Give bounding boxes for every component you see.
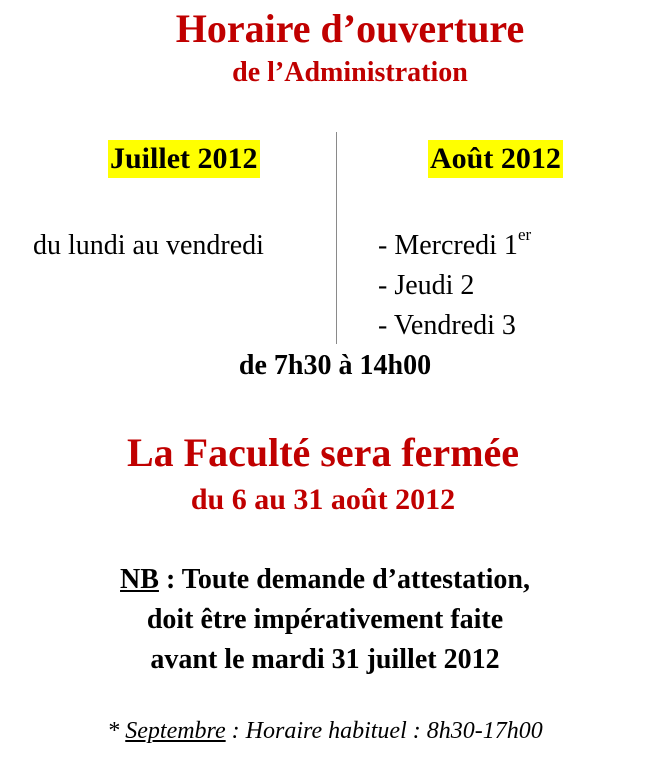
- august-day-text: - Mercredi 1: [378, 230, 518, 261]
- notice-line: doit être impérativement faite: [146, 604, 504, 635]
- opening-hours: de 7h30 à 14h00: [238, 350, 432, 381]
- page-title: Horaire d’ouverture: [175, 6, 525, 51]
- ordinal-superscript: er: [517, 225, 532, 244]
- notice-label: NB: [120, 564, 159, 595]
- closure-title: La Faculté sera fermée: [126, 430, 520, 475]
- august-days-list: [378, 226, 531, 346]
- footer-prefix: *: [107, 718, 126, 744]
- footer-text: : Horaire habituel : 8h30-17h00: [225, 718, 543, 744]
- month-heading-august: Août 2012: [428, 140, 563, 178]
- august-day-item: [378, 266, 531, 306]
- page-subtitle: de l’Administration: [232, 57, 468, 88]
- july-days-text: du lundi au vendredi: [33, 230, 264, 261]
- footer-note: [0, 714, 650, 748]
- notice-block: [0, 560, 650, 680]
- august-day-item: [378, 226, 531, 266]
- month-heading-july: Juillet 2012: [108, 140, 260, 178]
- august-day-item: [378, 306, 531, 346]
- footer-month: Septembre: [125, 718, 226, 744]
- notice-line: avant le mardi 31 juillet 2012: [150, 644, 500, 675]
- notice-line: [0, 560, 650, 600]
- closure-dates: du 6 au 31 août 2012: [190, 483, 456, 516]
- notice-separator: :: [158, 564, 182, 595]
- column-divider: [336, 132, 337, 344]
- august-day-text: - Vendredi 3: [378, 310, 516, 341]
- notice-text: Toute demande d’attestation,: [181, 564, 530, 595]
- august-day-text: - Jeudi 2: [378, 270, 475, 301]
